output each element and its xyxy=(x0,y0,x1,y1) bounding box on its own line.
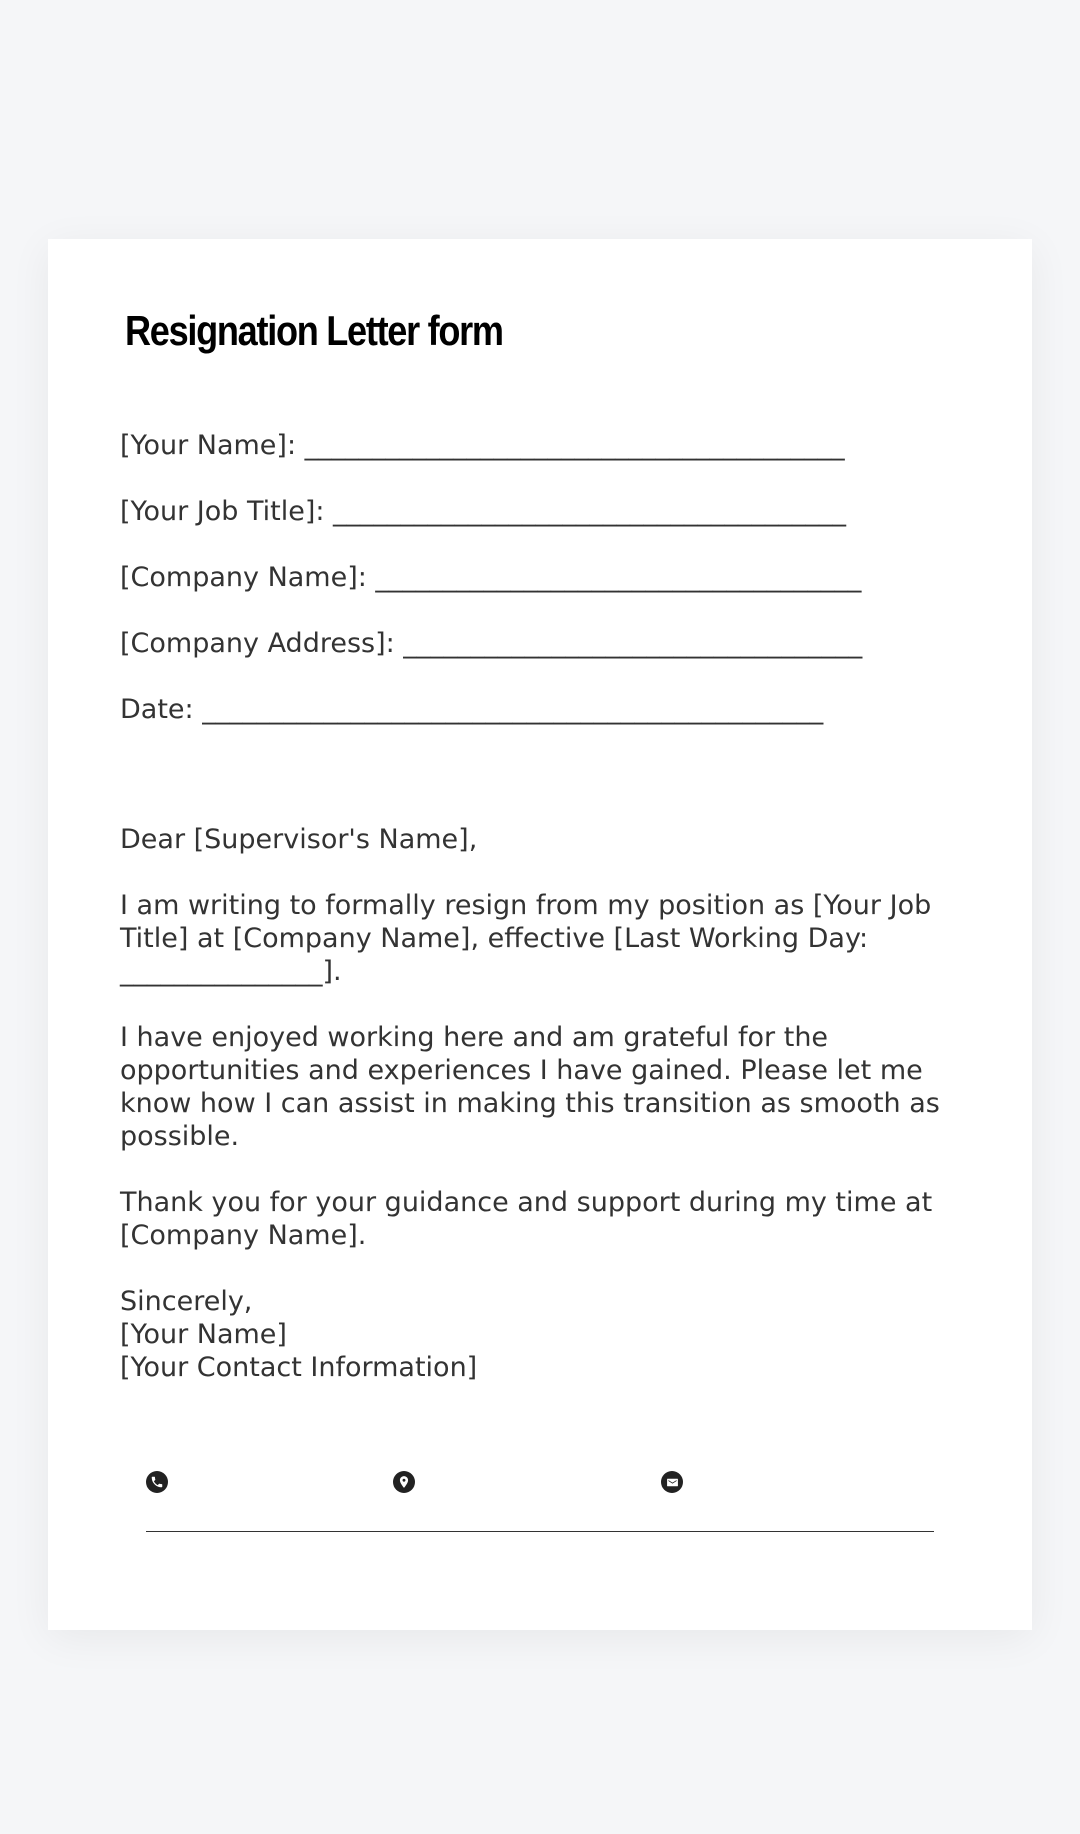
email-icon xyxy=(661,1471,683,1493)
phone-icon xyxy=(146,1471,168,1493)
signoff xyxy=(120,1285,940,1384)
field-company-name: [Company Name]: ____________________________________ xyxy=(120,562,862,593)
header-fields xyxy=(120,429,940,759)
closing: Sincerely, xyxy=(120,1286,253,1317)
signature-name: [Your Name] xyxy=(120,1319,287,1350)
field-job-title: [Your Job Title]: ______________________________________ xyxy=(120,496,847,527)
letter-body xyxy=(120,823,940,1384)
field-company-address: [Company Address]: __________________________________ xyxy=(120,628,863,659)
location-icon xyxy=(393,1471,415,1493)
letter-sheet xyxy=(48,239,1032,1630)
paragraph-thanks: Thank you for your guidance and support during my time at [Company Name]. xyxy=(120,1187,933,1251)
contact-row xyxy=(146,1471,934,1511)
field-date: Date: ______________________________________________ xyxy=(120,694,824,725)
paragraph-resignation: I am writing to formally resign from my position as [Your Job Title] at [Company Name], effective [Last Working Day: _______________]. xyxy=(120,890,932,987)
signature-contact: [Your Contact Information] xyxy=(120,1352,478,1383)
contact-divider xyxy=(146,1531,934,1532)
field-your-name: [Your Name]: ________________________________________ xyxy=(120,430,845,461)
page-title: Resignation Letter form xyxy=(125,307,503,354)
salutation: Dear [Supervisor's Name], xyxy=(120,824,478,855)
paragraph-gratitude: I have enjoyed working here and am grateful for the opportunities and experiences I have gained. Please let me know how I can assist in making this transition as smooth as possible. xyxy=(120,1022,940,1152)
